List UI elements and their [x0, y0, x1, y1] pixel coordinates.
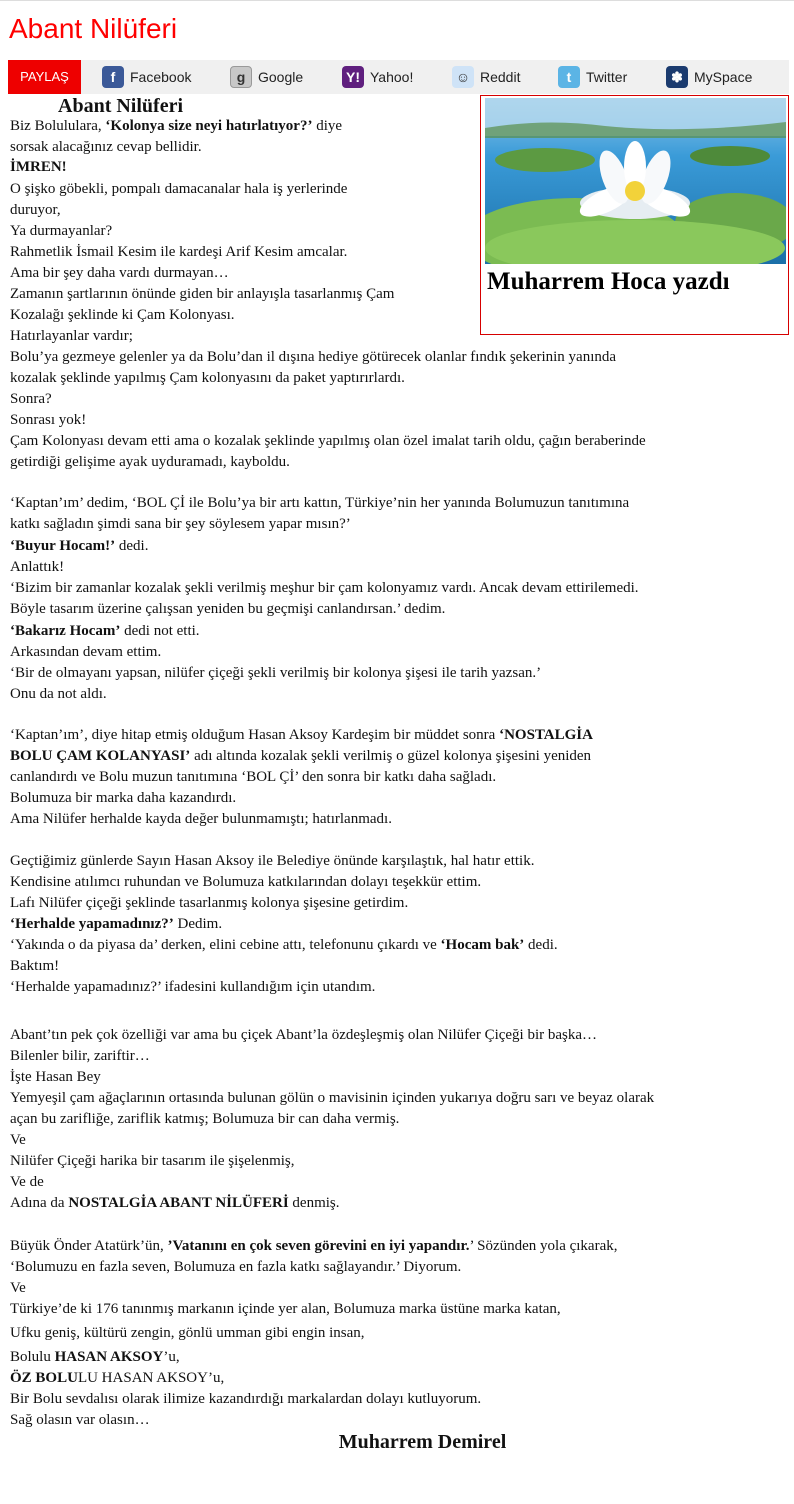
- article-line: [10, 1348, 180, 1367]
- text: Sonrası yok!: [10, 412, 87, 428]
- article-line: [10, 1173, 44, 1192]
- article-line: [10, 411, 86, 430]
- text: Onu da not aldı.: [10, 686, 107, 702]
- bold-text: ‘Kolonya size neyi hatırlatıyor?’: [105, 118, 313, 134]
- bold-text: ‘Bakarız Hocam’: [10, 623, 121, 639]
- text: adı altında kozalak şekli verilmiş o güzel kolonya şişesini yeniden: [190, 748, 592, 764]
- featured-image-box[interactable]: [480, 95, 789, 335]
- site-title[interactable]: Abant Nilüferi: [9, 13, 178, 44]
- article-line: [10, 201, 61, 220]
- bold-text: İMREN!: [10, 159, 67, 175]
- bold-text: ‘Herhalde yapamadınız?’: [10, 916, 174, 932]
- text: duruyor,: [10, 202, 61, 218]
- article-line: [10, 789, 236, 808]
- article-line: [10, 432, 646, 451]
- text: Nilüfer Çiçeği harika bir tasarım ile şişelenmiş,: [10, 1153, 295, 1169]
- text: Ve: [10, 1132, 26, 1148]
- text: Ama bir şey daha vardı durmayan…: [10, 265, 229, 281]
- share-facebook-button[interactable]: [102, 60, 191, 94]
- article-line: [10, 936, 558, 955]
- text: Ve de: [10, 1174, 44, 1190]
- share-facebook-label: Facebook: [130, 69, 192, 85]
- text: Türkiye’de ki 176 tanınmış markanın içinde yer alan, Bolumuza marka üstüne marka katan,: [10, 1301, 561, 1317]
- text: Abant’tın pek çok özelliği var ama bu çiçek Abant’la özdeşleşmiş olan Nilüfer Çiçeği bir başka…: [10, 1027, 598, 1043]
- article-line: [10, 579, 639, 598]
- share-google-label: Google: [258, 69, 304, 85]
- article-line: [10, 117, 342, 136]
- google-icon: g: [230, 66, 252, 88]
- article-line: [10, 957, 59, 976]
- article-line: [10, 1089, 654, 1108]
- share-myspace-label: MySpace: [694, 69, 753, 85]
- image-caption[interactable]: Muharrem Hoca yazdı: [487, 268, 730, 295]
- text: Bilenler bilir, zariftir…: [10, 1048, 150, 1064]
- share-yahoo-label: Yahoo!: [370, 69, 414, 85]
- article-line: [10, 515, 351, 534]
- text: Baktım!: [10, 958, 60, 974]
- bold-text: ‘Hocam bak’: [440, 937, 525, 953]
- facebook-icon: f: [102, 66, 124, 88]
- bold-text: ÖZ BOLU: [10, 1370, 78, 1386]
- article-title: Abant Nilüferi: [58, 95, 183, 117]
- text: Bolu’ya gezmeye gelenler ya da Bolu’dan il dışına hediye götürecek olanlar fındık şekerinin yanında: [10, 349, 617, 365]
- article-line: [10, 1237, 618, 1256]
- article-line: [10, 747, 591, 766]
- text: Büyük Önder Atatürk’ün,: [10, 1238, 168, 1254]
- water-lily-photo: [485, 98, 786, 264]
- article-line: [10, 1324, 365, 1343]
- article-line: [10, 768, 496, 787]
- share-twitter-button[interactable]: [558, 60, 627, 94]
- share-reddit-button[interactable]: [452, 60, 520, 94]
- text: dedi.: [115, 538, 149, 554]
- text: Adına da: [10, 1195, 69, 1211]
- article-line: [10, 1411, 150, 1430]
- share-myspace-button[interactable]: [666, 60, 752, 94]
- article-line: [10, 222, 112, 241]
- text: ‘Bir de olmayanı yapsan, nilüfer çiçeği şekli verilmiş bir kolonya şişesi ile tarih yazsan.’: [10, 665, 542, 681]
- text: Böyle tasarım üzerine çalışsan yeniden bu geçmişi canlandırsan.’ dedim.: [10, 601, 446, 617]
- share-google-button[interactable]: [230, 60, 303, 94]
- article-line: [10, 138, 202, 157]
- text: Geçtiğimiz günlerde Sayın Hasan Aksoy ile Belediye önünde karşılaştık, hal hatır ettik.: [10, 853, 535, 869]
- article-line: [10, 810, 392, 829]
- text: dedi.: [524, 937, 558, 953]
- article-line: [10, 622, 200, 641]
- article-line: [10, 1110, 399, 1129]
- article-line: [10, 873, 481, 892]
- article-line: [10, 453, 290, 472]
- text: Biz Bolululara,: [10, 118, 106, 134]
- article-line: [10, 158, 67, 177]
- text: Sağ olasın var olasın…: [10, 1412, 150, 1428]
- text: Ya durmayanlar?: [10, 223, 113, 239]
- article-line: [10, 726, 593, 745]
- text: getirdiği gelişime ayak uyduramadı, kayboldu.: [10, 454, 290, 470]
- article-line: [10, 1369, 224, 1388]
- article-line: [10, 643, 161, 662]
- article-line: [10, 327, 133, 346]
- text: Rahmetlik İsmail Kesim ile kardeşi Arif Kesim amcalar.: [10, 244, 348, 260]
- text: İşte Hasan Bey: [10, 1069, 101, 1085]
- text: diye: [312, 118, 343, 134]
- text: Zamanın şartlarının önünde giden bir anlayışla tasarlanmış Çam: [10, 286, 395, 302]
- text: Bir Bolu sevdalısı olarak ilimize kazandırdığı markalardan dolayı kutluyorum.: [10, 1391, 482, 1407]
- text: Sonra?: [10, 391, 52, 407]
- text: ‘Bizim bir zamanlar kozalak şekli verilmiş meşhur bir çam kolonyamız vardı. Ancak devam ettirilemedi.: [10, 580, 639, 596]
- text: sorsak alacağınız cevap bellidir.: [10, 139, 202, 155]
- article-line: [10, 1279, 26, 1298]
- text: ‘Yakında o da piyasa da’ derken, elini cebine attı, telefonunu çıkardı ve: [10, 937, 441, 953]
- share-label[interactable]: PAYLAŞ: [8, 60, 81, 94]
- text: ’u,: [163, 1349, 180, 1365]
- text: Bolulu: [10, 1349, 55, 1365]
- article-line: [10, 978, 375, 997]
- author-name: Muharrem Demirel: [338, 1431, 507, 1453]
- text: LU HASAN AKSOY’u,: [77, 1370, 225, 1386]
- text: Yemyeşil çam ağaçlarının ortasında bulunan gölün o mavisinin içinden yukarıya doğru sarı ve beyaz olarak: [10, 1090, 655, 1106]
- myspace-icon: ✽: [666, 66, 688, 88]
- text: dedi not etti.: [120, 623, 200, 639]
- text: Dedim.: [173, 916, 223, 932]
- article-line: [10, 558, 64, 577]
- article-line: [10, 1026, 597, 1045]
- text: açan bu zarifliğe, zariflik katmış; Bolumuza bir can daha vermiş.: [10, 1111, 400, 1127]
- text: Hatırlayanlar vardır;: [10, 328, 133, 344]
- bold-text: BOLU ÇAM KOLANYASI’: [10, 748, 191, 764]
- text: canlandırdı ve Bolu muzun tanıtımına ‘BOL Çİ’ den sonra bir katkı daha sağladı.: [10, 769, 497, 785]
- article-line: [10, 264, 229, 283]
- article-line: [10, 1194, 340, 1213]
- article-line: [10, 1300, 561, 1319]
- article-line: [10, 1068, 101, 1087]
- article-line: [10, 1152, 295, 1171]
- text: Lafı Nilüfer çiçeği şeklinde tasarlanmış kolonya şişesine getirdim.: [10, 895, 409, 911]
- text: ‘Bolumuzu en fazla seven, Bolumuza en fazla katkı sağlayandır.’ Diyorum.: [10, 1259, 462, 1275]
- text: ‘Herhalde yapamadınız?’ ifadesini kullandığım için utandım.: [10, 979, 376, 995]
- article-line: [10, 1047, 150, 1066]
- article-line: [10, 285, 394, 304]
- share-yahoo-button[interactable]: [342, 60, 413, 94]
- bold-text: NOSTALGİA ABANT NİLÜFERİ: [68, 1195, 289, 1211]
- article-line: [10, 915, 222, 934]
- article-line: [10, 664, 541, 683]
- article-line: [10, 537, 148, 556]
- article-line: [10, 852, 534, 871]
- bold-text: ‘Buyur Hocam!’: [10, 538, 116, 554]
- text: Kozalağı şeklinde ki Çam Kolonyası.: [10, 307, 235, 323]
- bold-text: ’Vatanını en çok seven görevini en iyi yapandır.: [167, 1238, 470, 1254]
- yahoo-icon: Y!: [342, 66, 364, 88]
- text: Ama Nilüfer herhalde kayda değer bulunmamıştı; hatırlanmadı.: [10, 811, 392, 827]
- share-bar: [8, 60, 789, 94]
- text: ’ Sözünden yola çıkarak,: [469, 1238, 618, 1254]
- text: kozalak şeklinde yapılmış Çam kolonyasını da paket yaptırırlardı.: [10, 370, 405, 386]
- text: ‘Kaptan’ım’, diye hitap etmiş olduğum Hasan Aksoy Kardeşim bir müddet sonra: [10, 727, 500, 743]
- text: Kendisine atılımcı ruhundan ve Bolumuza katkılarından dolayı teşekkür ettim.: [10, 874, 482, 890]
- text: O şişko göbekli, pompalı damacanalar hala iş yerlerinde: [10, 181, 348, 197]
- bold-text: ‘NOSTALGİA: [499, 727, 593, 743]
- share-twitter-label: Twitter: [586, 69, 628, 85]
- article-line: [10, 306, 235, 325]
- article-line: [10, 1131, 26, 1150]
- text: ‘Kaptan’ım’ dedim, ‘BOL Çİ ile Bolu’ya bir artı kattın, Türkiye’nin her yanında Bolumuzun tanıtımına: [10, 495, 630, 511]
- bold-text: HASAN AKSOY: [54, 1349, 164, 1365]
- article-line: [10, 1390, 481, 1409]
- text: Çam Kolonyası devam etti ama o kozalak şeklinde yapılmış olan özel imalat tarih oldu, çağın beraberinde: [10, 433, 646, 449]
- reddit-icon: ☺: [452, 66, 474, 88]
- article-line: [10, 390, 52, 409]
- article-line: [10, 894, 408, 913]
- text: katkı sağladın şimdi sana bir şey söylesem yapar mısın?’: [10, 516, 351, 532]
- share-reddit-label: Reddit: [480, 69, 521, 85]
- text: Anlattık!: [10, 559, 65, 575]
- article-line: [10, 1258, 461, 1277]
- text: Ve: [10, 1280, 26, 1296]
- article-line: [10, 685, 107, 704]
- text: Arkasından devam ettim.: [10, 644, 162, 660]
- article-line: [10, 243, 347, 262]
- article-line: [10, 600, 445, 619]
- twitter-icon: t: [558, 66, 580, 88]
- text: Ufku geniş, kültürü zengin, gönlü umman gibi engin insan,: [10, 1325, 365, 1341]
- top-divider: [0, 0, 794, 1]
- article-line: [10, 348, 616, 367]
- text: denmiş.: [288, 1195, 340, 1211]
- article-line: [10, 180, 347, 199]
- text: Bolumuza bir marka daha kazandırdı.: [10, 790, 237, 806]
- article-line: [10, 369, 405, 388]
- article-line: [10, 494, 629, 513]
